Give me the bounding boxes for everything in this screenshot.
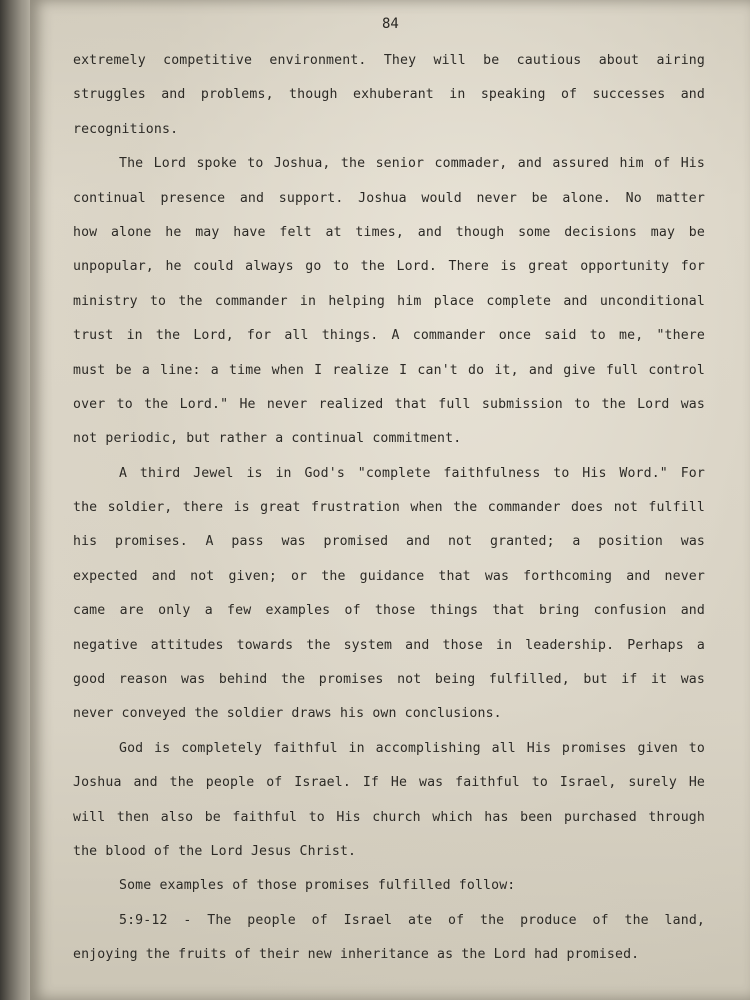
text-line: over to the Lord." He never realized that full submission to the Lord was xyxy=(73,396,705,412)
text-line: the soldier, there is great frustration when the commander does not fulfill xyxy=(73,500,705,516)
text-line: unpopular, he could always go to the Lord. There is great opportunity for xyxy=(73,259,705,275)
text-line: extremely competitive environment. They will be cautious about airing xyxy=(73,53,705,68)
text-line: ministry to the commander in helping him place complete and unconditional xyxy=(73,293,705,309)
text-line: the blood of the Lord Jesus Christ. xyxy=(73,843,357,859)
text-line: trust in the Lord, for all things. A commander once said to me, "there xyxy=(73,328,705,344)
text-line: expected and not given; or the guidance that was forthcoming and never xyxy=(73,568,705,584)
text-line: negative attitudes towards the system and those in leadership. Perhaps a xyxy=(73,637,705,653)
book-page xyxy=(30,0,750,1000)
text-line: The Lord spoke to Joshua, the senior commader, and assured him of His xyxy=(119,156,705,172)
text-line: 5:9-12 - The people of Israel ate of the produce of the land, xyxy=(119,912,705,928)
text-line: recognitions. xyxy=(73,121,179,137)
text-line: must be a line: a time when I realize I can't do it, and give full control xyxy=(73,362,705,378)
text-line: struggles and problems, though exhuberant in speaking of successes and xyxy=(73,87,705,103)
text-line: continual presence and support. Joshua would never be alone. No matter xyxy=(73,190,705,206)
text-line: came are only a few examples of those things that bring confusion and xyxy=(73,603,705,619)
text-line: Some examples of those promises fulfilled follow: xyxy=(119,878,516,894)
page-number: 84 xyxy=(382,16,399,32)
text-line: God is completely faithful in accomplishing all His promises given to xyxy=(119,740,705,756)
text-line: enjoying the fruits of their new inheritance as the Lord had promised. xyxy=(73,947,640,963)
text-line: his promises. A pass was promised and not granted; a position was xyxy=(73,534,705,550)
text-line: will then also be faithful to His church which has been purchased through xyxy=(73,809,705,825)
body-text xyxy=(73,44,705,973)
text-line: never conveyed the soldier draws his own conclusions. xyxy=(73,706,502,722)
text-line: good reason was behind the promises not being fulfilled, but if it was xyxy=(73,672,705,688)
text-line: A third Jewel is in God's "complete faithfulness to His Word." For xyxy=(119,465,705,481)
text-line: Joshua and the people of Israel. If He was faithful to Israel, surely He xyxy=(73,775,705,791)
text-line: how alone he may have felt at times, and though some decisions may be xyxy=(73,224,705,240)
text-line: not periodic, but rather a continual commitment. xyxy=(73,431,462,447)
book-spine-shadow xyxy=(0,0,34,1000)
